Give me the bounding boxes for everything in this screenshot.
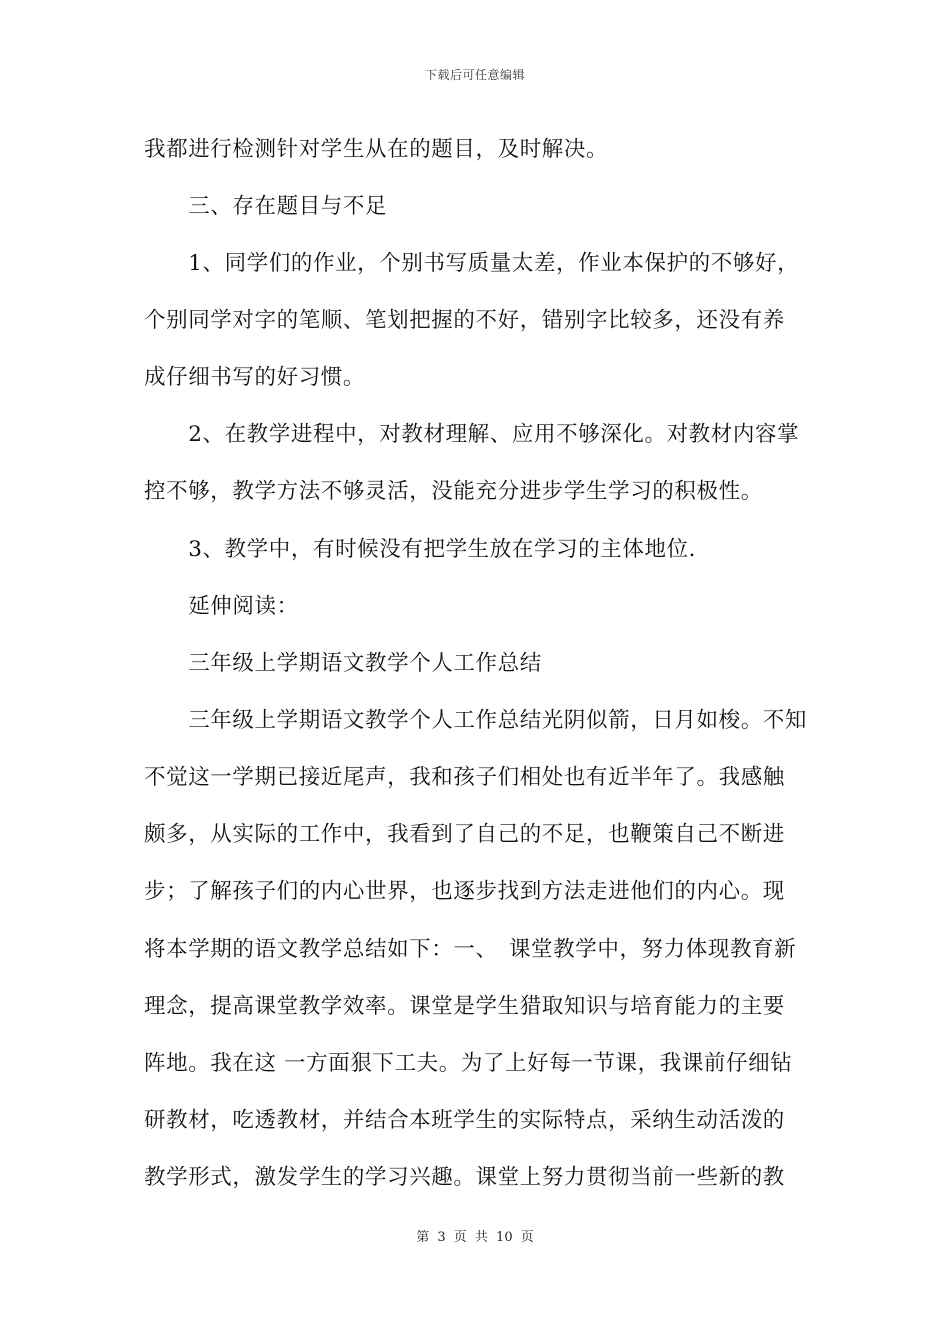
text-line: 将本学期的语文教学总结如下：一、 课堂教学中，努力体现教育新 — [144, 937, 797, 962]
text-line: 教学形式，激发学生的学习兴趣。课堂上努力贯彻当前一些新的教 — [144, 1165, 785, 1190]
section-title: 三年级上学期语文教学个人工作总结 — [144, 651, 542, 676]
text-line: 个别同学对字的笔顺、笔划把握的不好，错别字比较多，还没有养 — [144, 308, 785, 333]
page-header: 下载后可任意编辑 — [424, 68, 525, 82]
text-line: 颇多，从实际的工作中，我看到了自己的不足，也鞭策自己不断进 — [144, 822, 785, 847]
text-line: 3、教学中，有时候没有把学生放在学习的主体地位. — [144, 537, 697, 562]
page-footer: 第 3 页 共 10 页 — [416, 1230, 534, 1245]
text-line: 我都进行检测针对学生从在的题目，及时解决。 — [144, 137, 609, 162]
text-line: 控不够，教学方法不够灵活，没能充分进步学生学习的积极性。 — [144, 479, 763, 504]
text-line: 三、存在题目与不足 — [144, 194, 388, 219]
text-line: 三年级上学期语文教学个人工作总结光阴似箭，日月如梭。不知 — [144, 708, 808, 733]
text-line: 理念，提高课堂教学效率。课堂是学生猎取知识与培育能力的主要 — [144, 994, 785, 1019]
text-line: 延伸阅读： — [144, 594, 299, 619]
text-line: 阵地。我在这 一方面狠下工夫。为了上好每一节课，我课前仔细钻 — [144, 1051, 793, 1076]
text-line: 研教材，吃透教材，并结合本班学生的实际特点，采纳生动活泼的 — [144, 1108, 785, 1133]
text-line: 步；了解孩子们的内心世界，也逐步找到方法走进他们的内心。现 — [144, 879, 785, 904]
text-line: 1、同学们的作业，个别书写质量太差，作业本保护的不够好， — [144, 251, 800, 276]
text-line: 2、在教学进程中，对教材理解、应用不够深化。对教材内容掌 — [144, 422, 800, 447]
text-line: 不觉这一学期已接近尾声，我和孩子们相处也有近半年了。我感触 — [144, 765, 785, 790]
text-line: 成仔细书写的好习惯。 — [144, 365, 366, 390]
